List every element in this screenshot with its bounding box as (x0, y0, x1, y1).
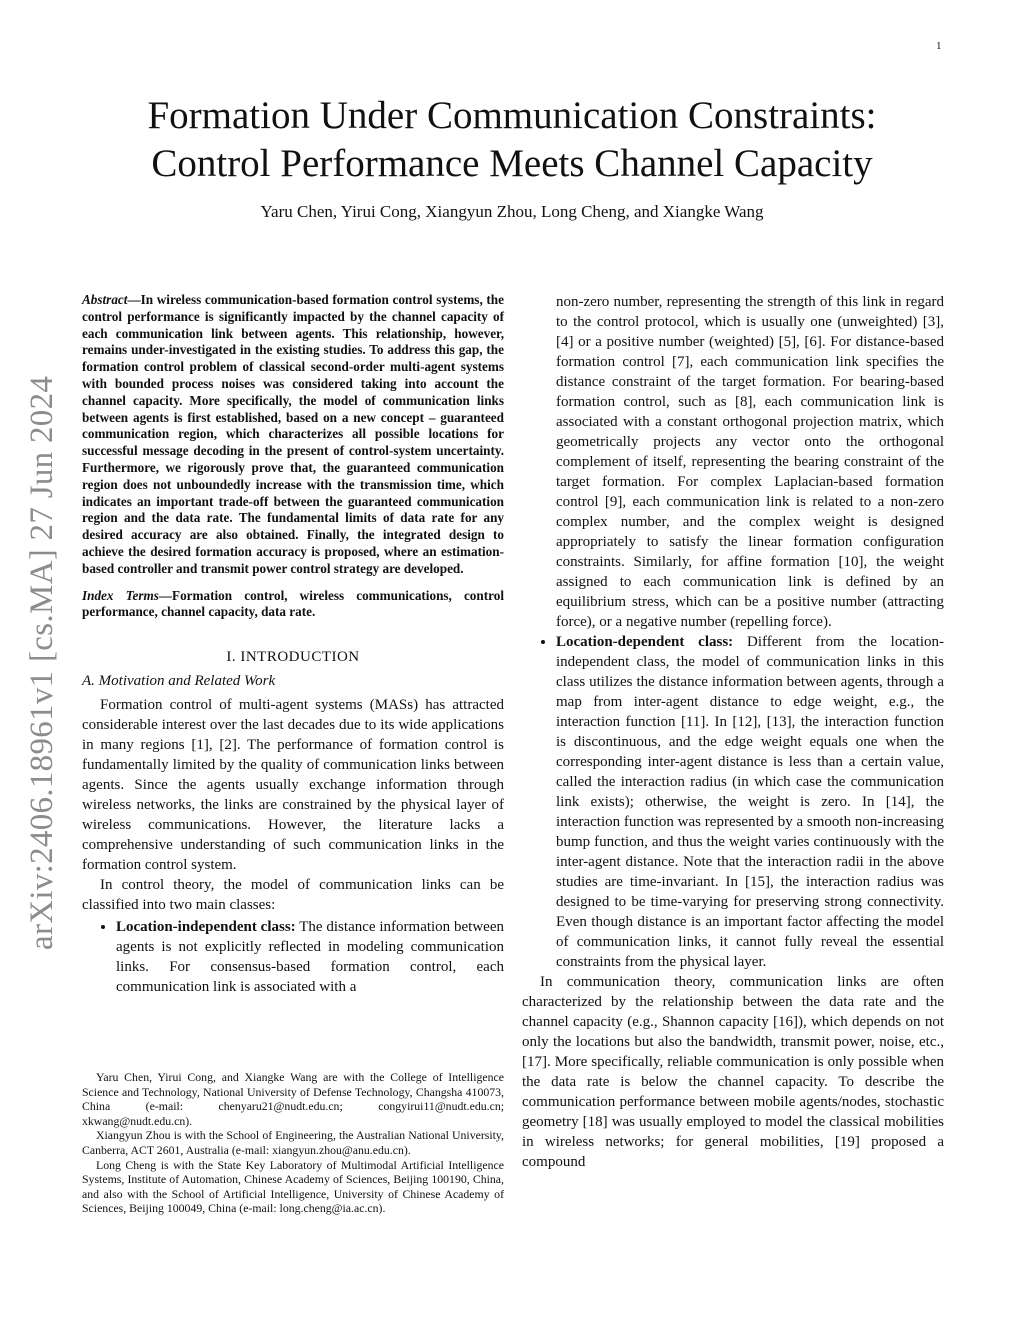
footnote-affiliation-1: Yaru Chen, Yirui Cong, and Xiangke Wang are with the College of Intelligence Science and Technology, National University of Defense Technology, Changsha 410073, China (e-mail: chenyaru21@nudt.edu.cn; congyirui11@nudt.edu.cn; xkwang@nudt.edu.cn). (82, 1070, 504, 1128)
intro-paragraph-1: Formation control of multi-agent systems (MASs) has attracted considerable interest over the last decades due to its wide applications in many regions [1], [2]. The performance of formation control is fundamentally limited by the quality of communication links between agents. Since the agents usually exchange information through wireless networks, the links are constrained by the physical layer of wireless communications. However, the literature lacks a comprehensive understanding of such communication links in the formation control system. (82, 697, 504, 874)
intro-paragraph-2: In control theory, the model of communication links can be classified into two main classes: (82, 877, 504, 914)
list-item-location-independent (116, 917, 504, 997)
right-column (522, 292, 944, 1172)
index-terms-text: —Formation control, wireless communications, control performance, channel capacity, data rate. (82, 587, 504, 620)
abstract-label: Abstract (82, 292, 128, 307)
bullet-term-location-dependent: Location-dependent class: (556, 634, 734, 650)
link-model-class-list (82, 917, 504, 997)
index-terms (82, 588, 504, 622)
link-model-class-list-continued (522, 632, 944, 972)
intro-paragraph-3: In communication theory, communication links are often characterized by the relationship between the data rate and the channel capacity (e.g., Shannon capacity [16]), which depends on not only the locations but also the bandwidth, transmit power, noise, etc., [17]. More specifically, reliable communication is only possible when the data rate is below the channel capacity. To describe the communication performance between mobile agents/nodes, stochastic geometry [18] was usually employed to model the classical mobilities in wireless networks; for general mobilities, [19] proposed a compound (522, 974, 944, 1170)
abstract-text: —In wireless communication-based formation control systems, the control performance is significantly impacted by the channel capacity of each communication link between agents. This relationship, however, remains under-investigated in the existing studies. To address this gap, the formation control problem of classical second-order multi-agent systems with bounded process noises was considered taking into account the channel capacity. More specifically, the model of communication links between agents is first established, based on a new concept – guaranteed communication region, which characterizes all possible locations for successful message decoding in the present of control-system uncertainty. Furthermore, we rigorously prove that, the guaranteed communication region does not unboundedly increase with the transmission time, which indicates an important trade-off between the guaranteed communication region and the data rate. The fundamental limits of data rate for any desired accuracy are also obtained. Finally, the integrated design to achieve the desired formation accuracy is proposed, where an estimation-based controller and transmit power control strategy are developed. (82, 292, 504, 576)
author-affiliation-footnotes (82, 1070, 504, 1216)
page-number: 1 (936, 40, 942, 52)
bullet-text-location-independent: The distance information between agents is not explicitly reflected in modeling communication links. For consensus-based formation control, each communication link is associated with a (116, 919, 504, 996)
abstract (82, 292, 504, 578)
footnote-affiliation-3: Long Cheng is with the State Key Laboratory of Multimodal Artificial Intelligence Systems, Institute of Automation, Chinese Academy of Sciences, Beijing 100190, China, and also with the School of Artificial Intelligence, University of Chinese Academy of Sciences, Beijing 100049, China (e-mail: long.cheng@ia.ac.cn). (82, 1157, 504, 1216)
footnote-affiliation-2: Xiangyun Zhou is with the School of Engineering, the Australian National University, Canberra, ACT 2601, Australia (e-mail: xiangyun.zhou@anu.edu.cn). (82, 1128, 504, 1157)
arxiv-identifier-stamp: arXiv:2406.18961v1 [cs.MA] 27 Jun 2024 (24, 375, 60, 950)
index-terms-label: Index Terms (82, 587, 159, 603)
author-list: Yaru Chen, Yirui Cong, Xiangyun Zhou, Long Cheng, and Xiangke Wang (260, 202, 764, 221)
left-column (82, 292, 504, 997)
section-heading-introduction: I. INTRODUCTION (226, 649, 360, 666)
subsection-heading-motivation: A. Motivation and Related Work (82, 673, 276, 690)
title-block (100, 92, 924, 222)
paper-title-line-2: Control Performance Meets Channel Capacity (151, 142, 873, 185)
bullet-term-location-independent: Location-independent class: (116, 919, 296, 936)
paper-title-line-1: Formation Under Communication Constraints: (147, 94, 877, 137)
bullet-text-location-dependent: Different from the location-independent class, the model of communication links in this class utilizes the distance information between agents, through a map from inter-agent distance to edge weight, e.g., the interaction function [11]. In [12], [13], the interaction function is discontinuous, and the edge weight equals one when the corresponding inter-agent distance is less than a certain value, called the interaction radius (in which case the communication link exists); otherwise, the weight is zero. In [14], the interaction function was represented by a smooth non-increasing bump function, and thus the weight varies continuously with the inter-agent distance. Note that the interaction radii in the above studies are time-invariant. In [15], the interaction radius was designed to be time-varying for preserving strong connectivity. Even though distance is an important factor affecting the model of communication links, it cannot fully reveal the essential constraints from the physical layer. (556, 634, 944, 970)
list-item-location-dependent (556, 632, 944, 972)
paper-title (100, 92, 924, 188)
bullet-continuation-location-independent: non-zero number, representing the strength of this link in regard to the control protocol, which is usually one (unweighted) [3], [4] or a positive number (weighted) [5], [6]. For distance-based formation control [7], each communication link specifies the distance constraint of the target formation. For bearing-based formation control, such as [8], each communication link is associated with a constant orthogonal projection matrix, which geometrically projects any vector onto the orthogonal complement of itself, representing the bearing constraint of the target formation. For complex Laplacian-based formation control [9], each communication link is related to a non-zero complex number, and the complex weight is designed appropriately to satisfy the linear formation configuration constraints. Similarly, for affine formation [10], the weight assigned to each communication link is defined by an equilibrium stress, which can be a positive number (attracting force), or a negative number (repelling force). (556, 294, 944, 630)
